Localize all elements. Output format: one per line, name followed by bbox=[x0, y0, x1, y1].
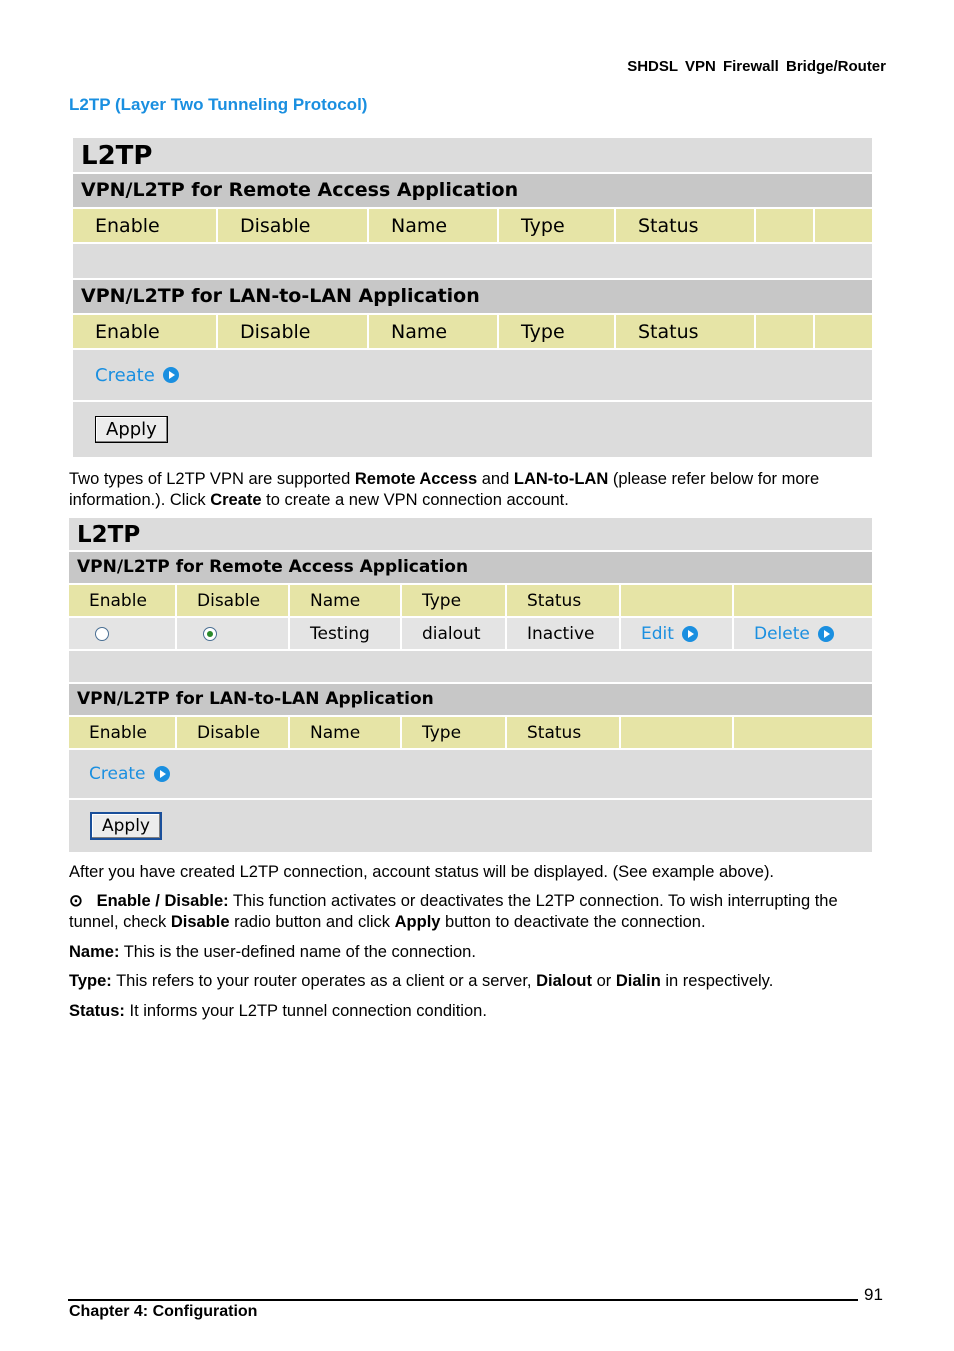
col-disable: Disable bbox=[218, 315, 369, 348]
col-status: Status bbox=[616, 315, 756, 348]
col-type: Type bbox=[499, 315, 616, 348]
create-label: Create bbox=[89, 764, 146, 784]
lan-to-lan-columns bbox=[73, 315, 872, 350]
after-paragraph: After you have created L2TP connection, account status will be displayed. (See example above). bbox=[69, 863, 775, 881]
col-extra-2 bbox=[815, 315, 872, 348]
remote-access-columns bbox=[69, 585, 872, 618]
col-name: Name bbox=[290, 585, 402, 616]
delete-label: Delete bbox=[754, 623, 810, 644]
delete-cell bbox=[734, 618, 872, 649]
l2tp-panel-example bbox=[69, 518, 872, 852]
arrow-right-icon bbox=[682, 626, 698, 642]
footer-divider bbox=[68, 1299, 858, 1301]
disable-cell bbox=[177, 618, 290, 649]
col-enable: Enable bbox=[73, 315, 218, 348]
col-disable: Disable bbox=[218, 209, 369, 242]
arrow-right-icon bbox=[818, 626, 834, 642]
col-type: Type bbox=[402, 585, 507, 616]
col-extra-1 bbox=[621, 717, 734, 748]
col-name: Name bbox=[290, 717, 402, 748]
panel-title: L2TP bbox=[69, 518, 872, 552]
section-title: L2TP (Layer Two Tunneling Protocol) bbox=[69, 95, 368, 114]
name-definition: Name: This is the user-defined name of the connection. bbox=[69, 943, 476, 961]
edit-cell bbox=[621, 618, 734, 649]
remote-access-columns bbox=[73, 209, 872, 244]
col-name: Name bbox=[369, 209, 499, 242]
status-definition: Status: It informs your L2TP tunnel connection condition. bbox=[69, 1002, 487, 1020]
col-extra-1 bbox=[756, 315, 815, 348]
col-extra-1 bbox=[756, 209, 815, 242]
edit-link[interactable] bbox=[641, 624, 698, 644]
enable-disable-paragraph: ⊙ Enable / Disable: This function activates or deactivates the L2TP connection. To wish interrupting the tunnel, check Disable radio button and click Apply button to deactivate the connection. bbox=[69, 892, 838, 931]
delete-link[interactable] bbox=[754, 624, 834, 644]
col-extra-2 bbox=[815, 209, 872, 242]
empty-row bbox=[69, 651, 872, 684]
footer-chapter: Chapter 4: Configuration bbox=[69, 1303, 258, 1320]
col-status: Status bbox=[507, 717, 621, 748]
remote-access-heading: VPN/L2TP for Remote Access Application bbox=[73, 174, 872, 209]
create-row bbox=[73, 350, 872, 402]
apply-row bbox=[73, 402, 872, 457]
empty-row bbox=[73, 244, 872, 280]
create-link[interactable] bbox=[89, 764, 170, 784]
col-disable: Disable bbox=[177, 717, 290, 748]
bullet-icon: ⊙ bbox=[69, 892, 83, 910]
col-extra-2 bbox=[734, 585, 872, 616]
page-number: 91 bbox=[864, 1285, 883, 1304]
l2tp-panel-empty bbox=[73, 138, 872, 457]
apply-button[interactable]: Apply bbox=[90, 812, 162, 840]
disable-radio[interactable] bbox=[203, 627, 217, 641]
remote-access-heading: VPN/L2TP for Remote Access Application bbox=[69, 552, 872, 585]
col-status: Status bbox=[507, 585, 621, 616]
col-extra-2 bbox=[734, 717, 872, 748]
enable-cell bbox=[69, 618, 177, 649]
document-header: SHDSL VPN Firewall Bridge/Router bbox=[627, 58, 886, 75]
edit-label: Edit bbox=[641, 623, 674, 644]
col-type: Type bbox=[499, 209, 616, 242]
enable-radio[interactable] bbox=[95, 627, 109, 641]
status-cell: Inactive bbox=[507, 618, 621, 649]
lan-to-lan-heading: VPN/L2TP for LAN-to-LAN Application bbox=[69, 684, 872, 717]
panel-title: L2TP bbox=[73, 138, 872, 174]
table-row bbox=[69, 618, 872, 651]
col-name: Name bbox=[369, 315, 499, 348]
lan-to-lan-heading: VPN/L2TP for LAN-to-LAN Application bbox=[73, 280, 872, 315]
type-definition: Type: This refers to your router operates as a client or a server, Dialout or Dialin in respectively. bbox=[69, 972, 774, 990]
create-link[interactable] bbox=[95, 365, 179, 386]
col-status: Status bbox=[616, 209, 756, 242]
col-enable: Enable bbox=[69, 717, 177, 748]
arrow-right-icon bbox=[154, 766, 170, 782]
intro-paragraph: Two types of L2TP VPN are supported Remote Access and LAN-to-LAN (please refer below for more information.). Click Create to create a new VPN connection account. bbox=[69, 470, 820, 509]
apply-button[interactable]: Apply bbox=[95, 416, 168, 443]
col-disable: Disable bbox=[177, 585, 290, 616]
arrow-right-icon bbox=[163, 367, 179, 383]
lan-to-lan-columns bbox=[69, 717, 872, 750]
col-enable: Enable bbox=[69, 585, 177, 616]
create-label: Create bbox=[95, 364, 155, 386]
apply-row bbox=[69, 800, 872, 852]
type-cell: dialout bbox=[402, 618, 507, 649]
col-type: Type bbox=[402, 717, 507, 748]
col-enable: Enable bbox=[73, 209, 218, 242]
create-row bbox=[69, 750, 872, 800]
col-extra-1 bbox=[621, 585, 734, 616]
name-cell: Testing bbox=[290, 618, 402, 649]
